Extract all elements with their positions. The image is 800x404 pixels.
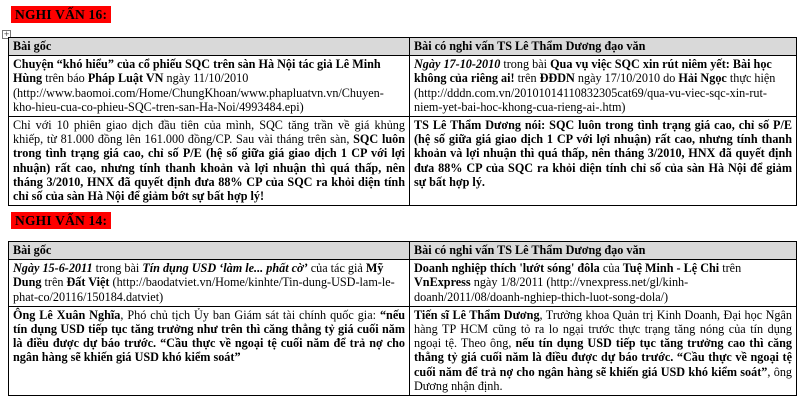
section-title-14: NGHI VẤN 14:: [11, 212, 111, 229]
quote-highlight: SQC luôn trong tình trạng giá cao, chỉ số P/E (hệ số giữa giá giao dịch 1 CP với lợi nhuận) rất cao, nhưng tính thanh khoản và lợi nhuận thì quá thấp, nên tháng 3/2010, HNX đã quyết định đưa 88% CP của SQC ra khỏi diện tính chỉ số của sàn Hà Nội để giảm bớt sự bất hợp lý!: [13, 132, 405, 204]
date: Ngày 15-6-2011: [13, 261, 93, 276]
original-quote-cell: [9, 306, 410, 395]
comparison-table-14: [8, 241, 797, 396]
quote-text: , ông Dương nhận định.: [414, 364, 793, 393]
table-row: [9, 117, 797, 206]
source-text: trên: [517, 71, 537, 86]
source-url: thực hiện (http://dddn.com.vn/20101014110832305cat69/qua-vu-viec-sqc-xin-rut-niem-yet-bai-hoc-khong-cua-rieng-ai-.htm): [414, 71, 776, 114]
table-header-row: [9, 242, 797, 260]
source-text: trong bài: [95, 261, 140, 276]
source-url: ngày 11/10/2010 (http://www.baomoi.com/Home/ChungKhoan/www.phapluatvn.vn/Chuyen-kho-hieu-cua-co-phieu-SQC-tren-san-Ha-Noi/4993484.epi): [13, 71, 384, 114]
source-text: của tác giả: [310, 261, 363, 276]
author: Mỹ Dung: [13, 261, 384, 290]
source-url: ngày 1/8/2011 (http://vnexpress.net/gl/kinh-doanh/2011/08/doanh-nghiep-thich-luot-song-dola/): [414, 275, 689, 304]
suspected-quote-cell: [410, 306, 797, 395]
header-original: Bài gốc: [9, 38, 410, 56]
table-row: [9, 260, 797, 307]
original-source-cell: [9, 56, 410, 117]
header-suspected: Bài có nghi vấn TS Lê Thẩm Dương đạo văn: [410, 242, 797, 260]
article-title: Doanh nghiệp thích 'lướt sóng' đôla: [414, 261, 600, 276]
suspected-quote-cell: [410, 117, 797, 206]
author: Hải Ngọc: [678, 71, 727, 86]
quote-speaker: Tiến sĩ Lê Thẩm Dương: [414, 307, 540, 322]
publication: VnExpress: [414, 275, 471, 290]
source-text: ngày 17/10/2010 do: [577, 71, 676, 86]
publication: Pháp Luật VN: [87, 71, 164, 86]
quote-text: Chỉ với 10 phiên giao dịch đầu tiên của mình, SQC tăng trần về giá khủng khiếp, từ 81.000 đồng lên 161.000 đồng/CP. Sau vài tháng trên sàn,: [13, 118, 405, 147]
source-text: trên báo: [45, 71, 85, 86]
suspected-source-cell: [410, 260, 797, 307]
header-suspected: Bài có nghi vấn TS Lê Thẩm Dương đạo văn: [410, 38, 797, 56]
section-title-16: NGHI VẤN 16:: [11, 6, 111, 23]
table-move-handle-icon[interactable]: +: [3, 30, 10, 38]
quote-highlight: SQC luôn trong tình trạng giá cao, chỉ số P/E (hệ số giữa giá giao dịch 1 CP với lợi nhuận) rất cao, nhưng tính thanh khoản và lợi nhuận thì quá thấp, nên tháng 3/2010, HNX đã quyết định đưa 88% CP của SQC ra khỏi diện tính chỉ số của sàn Hà Nội để giảm sự bất hợp lý.: [414, 118, 792, 189]
table-row: [9, 306, 797, 395]
original-source-cell: [9, 260, 410, 307]
suspected-source-cell: [410, 56, 797, 117]
source-text: trên: [44, 275, 64, 290]
table-header-row: [9, 38, 797, 56]
source-url: (http://baodatviet.vn/Home/kinhte/Tin-dung-USD-lam-le-phat-co/20116/150184.datviet): [13, 275, 395, 304]
quote-text: , Phó chủ tịch Ủy ban Giám sát tài chính quốc gia:: [120, 307, 376, 322]
author: Lê Minh Hùng: [13, 57, 381, 86]
table-row: [9, 56, 797, 117]
quote-highlight: “nếu tín dụng USD tiếp tục tăng trưởng như trên thì căng thẳng tỷ giá cuối năm là điều được dự báo trước. “Cầu thực về ngoại tệ cuối năm để trả nợ cho ngân hàng sẽ khiến giá USD khó kiểm soát”: [13, 307, 406, 365]
date: Ngày 17-10-2010: [414, 57, 501, 72]
author: Tuệ Minh - Lệ Chi: [622, 261, 720, 276]
quote-text: , Trưởng khoa Quản trị Kinh Doanh, Đại học Ngân hàng TP HCM cũng tỏ ra lo ngại trước thực trạng tăng nóng của tín dụng ngoại tệ. Theo ông,: [414, 307, 792, 351]
quote-speaker: TS Lê Thẩm Dương nói:: [414, 118, 546, 133]
source-text: trên: [722, 261, 742, 276]
comparison-table-16: [8, 37, 797, 206]
source-text: Chuyện “khó hiểu” của cổ phiếu SQC trên sàn Hà Nội tác giả: [13, 57, 333, 72]
article-title: Qua vụ việc SQC xin rút niêm yết: Bài học không của riêng ai!: [414, 57, 772, 86]
quote-speaker: Ông Lê Xuân Nghĩa: [13, 307, 121, 322]
original-quote-cell: [9, 117, 410, 206]
source-text: của: [602, 261, 620, 276]
quote-highlight: nếu tín dụng USD tiếp tục tăng trưởng cao thì căng thẳng tỷ giá cuối năm là điều được dự báo trước. “Cầu thực về ngoại tệ cuối năm để trả nợ cho ngân hàng sẽ khiến giá USD khó kiểm soát”: [414, 336, 792, 379]
publication: Đất Việt: [66, 275, 110, 290]
source-text: trong bài: [503, 57, 548, 72]
publication: ĐĐDN: [539, 71, 575, 86]
article-title: Tín dụng USD ‘làm le... phất cờ’: [142, 261, 308, 276]
header-original: Bài gốc: [9, 242, 410, 260]
